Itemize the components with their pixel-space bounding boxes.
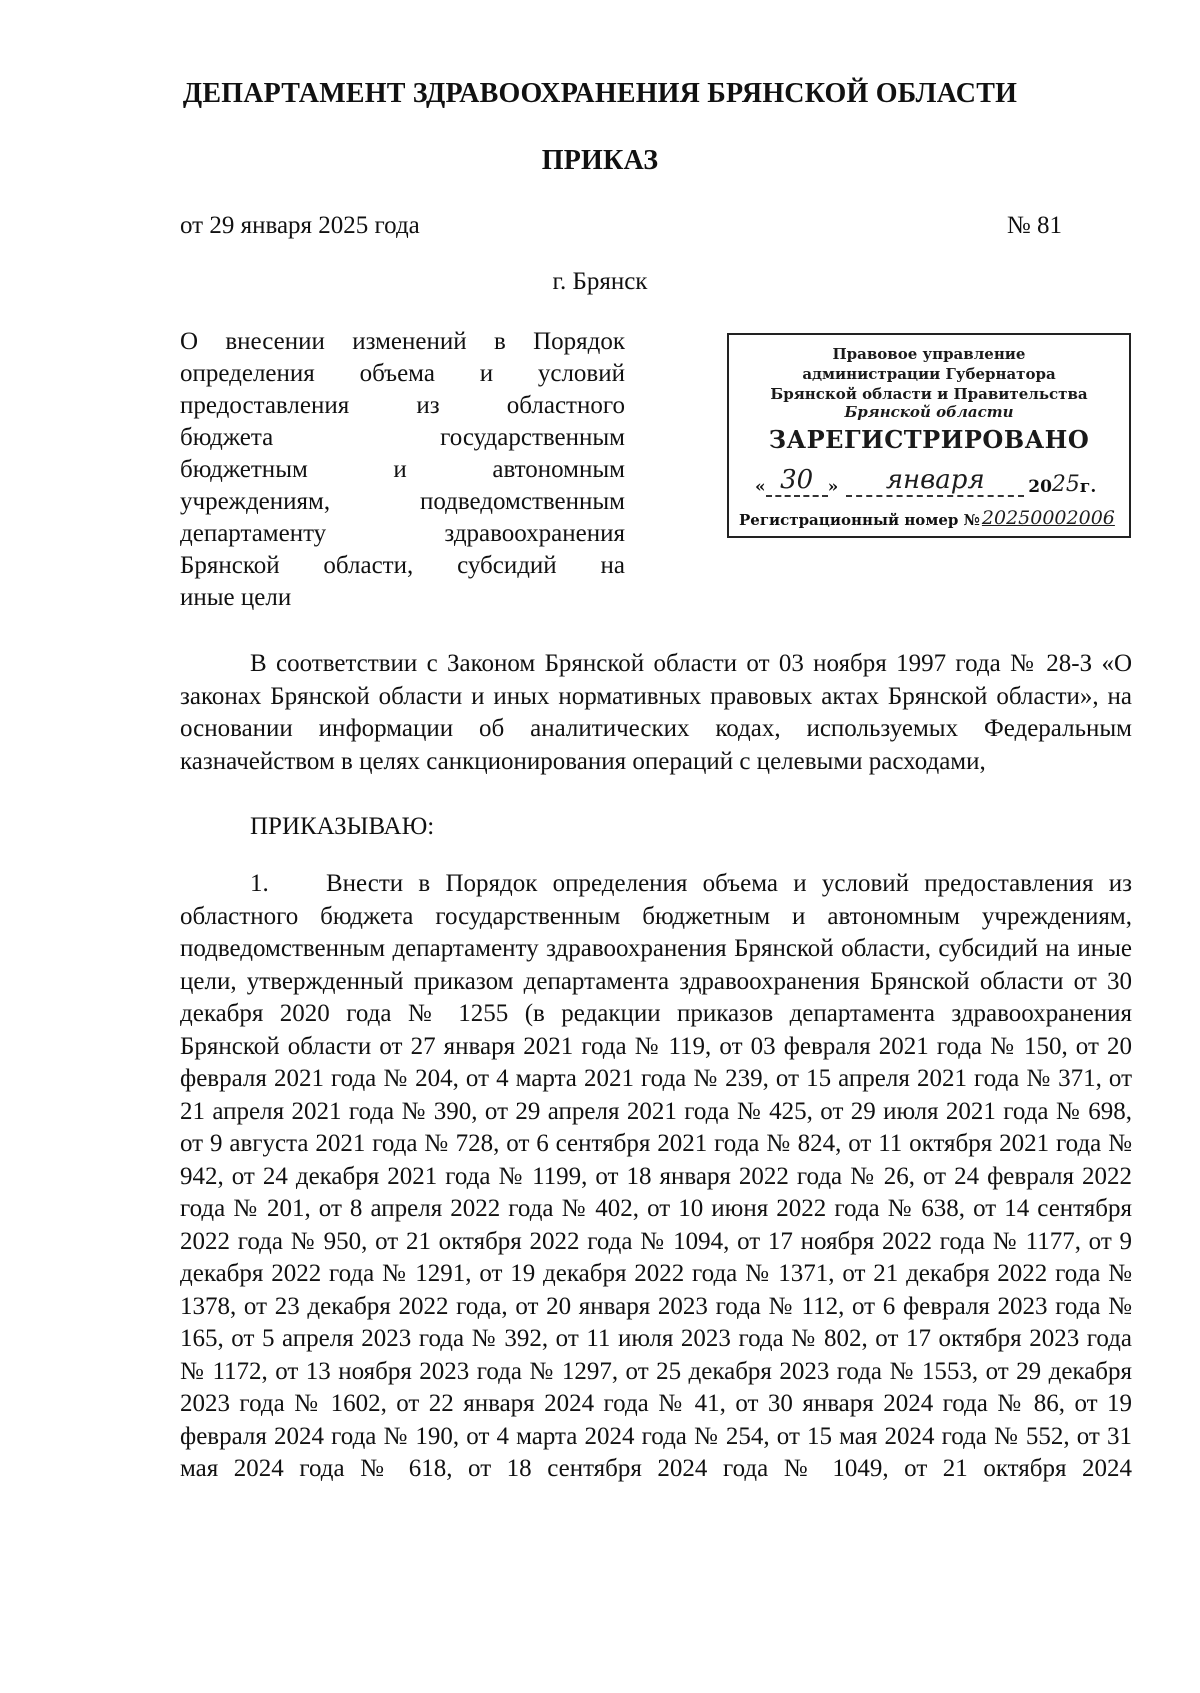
stamp-year-prefix: 20	[1028, 477, 1052, 497]
item-number: 1.	[250, 870, 269, 897]
stamp-year-unit: г.	[1079, 477, 1097, 497]
city: г. Брянск	[552, 268, 648, 295]
subject-line: бюджетным и автономным	[180, 456, 625, 483]
stamp-registered: ЗАРЕГИСТРИРОВАНО	[768, 425, 1090, 454]
item-text: Внести в Порядок определения объема и условий предоставления из областного бюджета государственным бюджетным и автономным учреждениям, подведомственным департаменту здравоохранения Брянской области, субсидий на иные цели, утвержденный приказом департамента здравоохранения Брянской области от 30 декабря 2020 года № 1255 (в редакции приказов департамента здравоохранения Брянской области от 27 января 2021 года № 119, от 03 февраля 2021 года № 150, от 20 февраля 2021 года № 204, от 4 марта 2021 года № 239, от 15 апреля 2021 года № 371, от 21 апреля 2021 года № 390, от 29 апреля 2021 года № 425, от 29 июля 2021 года № 698, от 9 августа 2021 года № 728, от 6 сентября 2021 года № 824, от 11 октября 2021 года № 942, от 24 декабря 2021 года № 1199, от 18 января 2022 года № 26, от 24 февраля 2022 года № 201, от 8 апреля 2022 года № 402, от 10 июня 2022 года № 638, от 14 сентября 2022 года № 950, от 21 октября 2022 года № 1094, от 17 ноября 2022 года № 1177, от 9 декабря 2022 года № 1291, от 19 декабря 2022 года № 1371, от 21 декабря 2022 года № 1378, от 23 декабря 2022 года, от 20 января 2023 года № 112, от 6 февраля 2023 года № 165, от 5 апреля 2023 года № 392, от 11 июля 2023 года № 802, от 17 октября 2023 года № 1172, от 13 ноября 2023 года № 1297, от 25 декабря 2023 года № 1553, от 29 декабря 2023 года № 1602, от 22 января 2024 года № 41, от 30 января 2024 года № 86, от 19 февраля 2024 года № 190, от 4 марта 2024 года № 254, от 15 мая 2024 года № 552, от 31 мая 2024 года № 618, от 18 сентября 2024 года № 1049, от 21 октября 2024	[180, 870, 1132, 1482]
stamp-day: 30	[766, 465, 828, 497]
preamble-paragraph: В соответствии с Законом Брянской области от 03 ноября 1997 года № 28-З «О законах Брянской области и иных нормативных правовых актах Брянской области», на основании информации об аналитических кодах, используемых Федеральным казначейством в целях санкционирования операций с целевыми расходами,	[180, 650, 1132, 775]
stamp-line: Брянской области	[844, 403, 1014, 421]
stamp-line: Брянской области и Правительства	[770, 385, 1088, 403]
stamp-month: января	[846, 465, 1024, 497]
stamp-line: администрации Губернатора	[802, 365, 1056, 383]
order-date: от 29 января 2025 года	[180, 212, 420, 239]
subject-line: О внесении изменений в Порядок	[180, 328, 625, 355]
item-1-paragraph	[180, 868, 1132, 1486]
date-number-line	[180, 212, 1062, 240]
order-word: ПРИКАЗЫВАЮ:	[250, 813, 435, 840]
department-title: ДЕПАРТАМЕНТ ЗДРАВООХРАНЕНИЯ БРЯНСКОЙ ОБЛАСТИ	[182, 78, 1018, 109]
order-number: № 81	[1006, 212, 1062, 239]
subject-line: предоставления из областного	[180, 392, 625, 419]
stamp-line: Правовое управление	[832, 345, 1026, 363]
order-subject	[180, 326, 625, 614]
document-type: ПРИКАЗ	[541, 145, 659, 176]
subject-line: департаменту здравоохранения	[180, 520, 625, 547]
stamp-date-row	[755, 465, 1119, 497]
stamp-reg-label: Регистрационный номер №	[739, 511, 980, 529]
subject-line: учреждениям, подведомственным	[180, 488, 625, 515]
stamp-quote: »	[827, 477, 839, 497]
subject-line: иные цели	[180, 584, 292, 611]
stamp-quote: «	[755, 477, 766, 497]
stamp-reg-number: 20250002006	[981, 507, 1115, 529]
subject-line: определения объема и условий	[180, 360, 625, 387]
registration-stamp	[727, 333, 1131, 538]
subject-line: Брянской области, субсидий на	[180, 552, 625, 579]
subject-line: бюджета государственным	[180, 424, 625, 451]
stamp-number-row	[739, 507, 1121, 529]
stamp-year-suffix: 25	[1051, 472, 1080, 497]
